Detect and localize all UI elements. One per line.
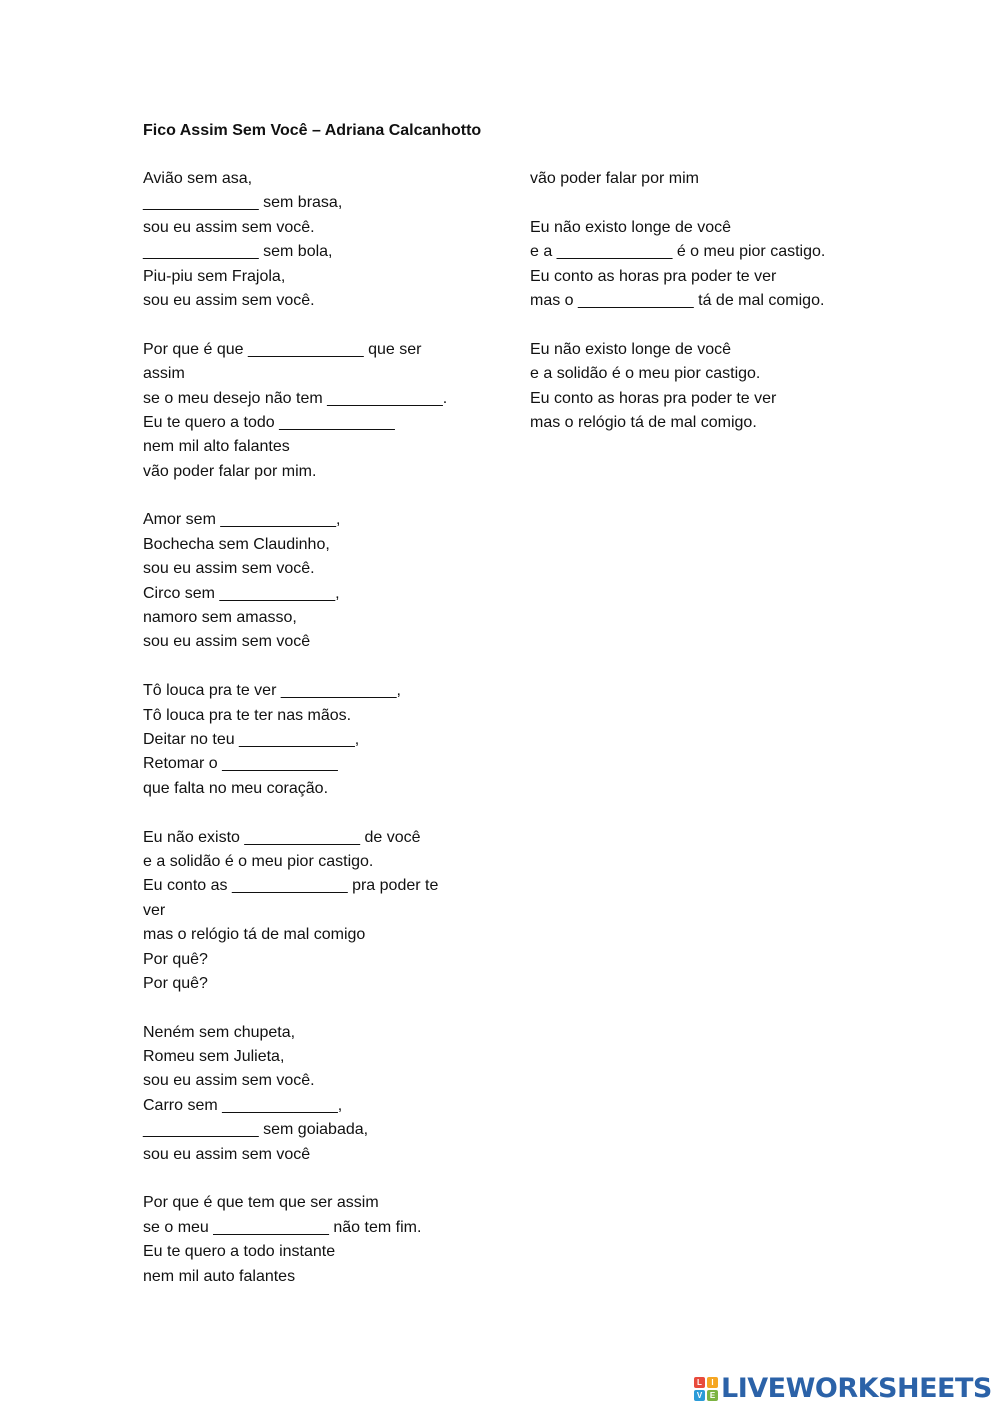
lyric-line: Retomar o _____________ <box>143 755 338 773</box>
lyric-line: Tô louca pra te ter nas mãos. <box>143 706 352 724</box>
lyric-line: Carro sem _____________, <box>143 1096 343 1114</box>
lyric-line: e a solidão é o meu pior castigo. <box>143 852 374 870</box>
lyric-line: Tô louca pra te ver _____________, <box>143 682 401 700</box>
logo-tile: E <box>707 1390 718 1401</box>
liveworksheets-logo-icon <box>694 1377 718 1401</box>
lyric-line: Eu conto as horas pra poder te ver <box>530 267 777 285</box>
lyric-line: sou eu assim sem você. <box>143 1072 315 1090</box>
lyric-line: Eu te quero a todo instante <box>143 1243 336 1261</box>
lyric-line: Eu não existo _____________ de você <box>143 828 421 846</box>
stanza <box>143 508 483 654</box>
lyric-line: Amor sem _____________, <box>143 511 341 529</box>
lyric-line: Bochecha sem Claudinho, <box>143 535 330 553</box>
lyric-line: vão poder falar por mim <box>530 170 699 187</box>
stanza <box>530 216 850 314</box>
lyric-line: _____________ sem brasa, <box>143 194 343 212</box>
lyric-line: sou eu assim sem você. <box>143 291 315 309</box>
logo-tile: V <box>694 1390 705 1401</box>
lyric-line: mas o relógio tá de mal comigo <box>143 926 366 944</box>
lyric-line: Deitar no teu _____________, <box>143 730 360 748</box>
lyric-line: Eu te quero a todo _____________ <box>143 413 395 431</box>
song-title: Fico Assim Sem Você – Adriana Calcanhotto <box>143 122 482 139</box>
stanza <box>530 338 850 436</box>
lyric-line: Neném sem chupeta, <box>143 1023 296 1041</box>
lyric-line: Eu conto as horas pra poder te ver <box>530 389 777 407</box>
lyric-line: Por quê? <box>143 950 208 968</box>
lyric-line: assim <box>143 365 185 383</box>
stanza <box>143 167 483 313</box>
lyric-line: _____________ sem bola, <box>143 243 333 261</box>
lyric-line: nem mil auto falantes <box>143 1267 296 1285</box>
stanza <box>143 826 483 997</box>
lyric-line: se o meu desejo não tem _____________. <box>143 389 448 407</box>
lyric-line: _____________ sem goiabada, <box>143 1121 369 1139</box>
stanza <box>143 1191 483 1289</box>
lyric-line: e a _____________ é o meu pior castigo. <box>530 243 826 261</box>
lyric-line: Piu-piu sem Frajola, <box>143 267 286 285</box>
liveworksheets-logo-text: LIVEWORKSHEETS <box>721 1373 992 1404</box>
lyric-line: que falta no meu coração. <box>143 779 329 797</box>
lyrics-column-left <box>143 167 483 1313</box>
lyric-line: ver <box>143 901 166 919</box>
lyric-line: namoro sem amasso, <box>143 609 297 627</box>
lyric-line: e a solidão é o meu pior castigo. <box>530 365 761 383</box>
lyrics-column-right <box>530 167 850 460</box>
lyric-line: sou eu assim sem você. <box>143 218 315 236</box>
lyric-line: sou eu assim sem você <box>143 1145 311 1163</box>
lyric-line: Por quê? <box>143 974 208 992</box>
stanza <box>143 679 483 801</box>
logo-tile: I <box>707 1377 718 1388</box>
lyric-line: Por que é que tem que ser assim <box>143 1194 379 1212</box>
lyric-line: Eu não existo longe de você <box>530 218 732 236</box>
lyric-line: nem mil alto falantes <box>143 438 290 456</box>
liveworksheets-logo <box>694 1374 992 1404</box>
stanza <box>530 167 850 191</box>
stanza <box>143 1021 483 1167</box>
lyric-line: Circo sem _____________, <box>143 584 340 602</box>
lyric-line: sou eu assim sem você <box>143 633 311 651</box>
lyric-line: Eu não existo longe de você <box>530 340 732 358</box>
lyric-line: Romeu sem Julieta, <box>143 1048 285 1066</box>
lyric-line: Eu conto as _____________ pra poder te <box>143 877 439 895</box>
lyric-line: Por que é que _____________ que ser <box>143 340 422 358</box>
lyric-line: sou eu assim sem você. <box>143 560 315 578</box>
lyric-line: se o meu _____________ não tem fim. <box>143 1218 422 1236</box>
lyric-line: Avião sem asa, <box>143 170 253 187</box>
stanza <box>143 338 483 484</box>
logo-tile: L <box>694 1377 705 1388</box>
lyric-line: vão poder falar por mim. <box>143 462 317 480</box>
lyric-line: mas o _____________ tá de mal comigo. <box>530 291 825 309</box>
lyric-line: mas o relógio tá de mal comigo. <box>530 413 757 431</box>
